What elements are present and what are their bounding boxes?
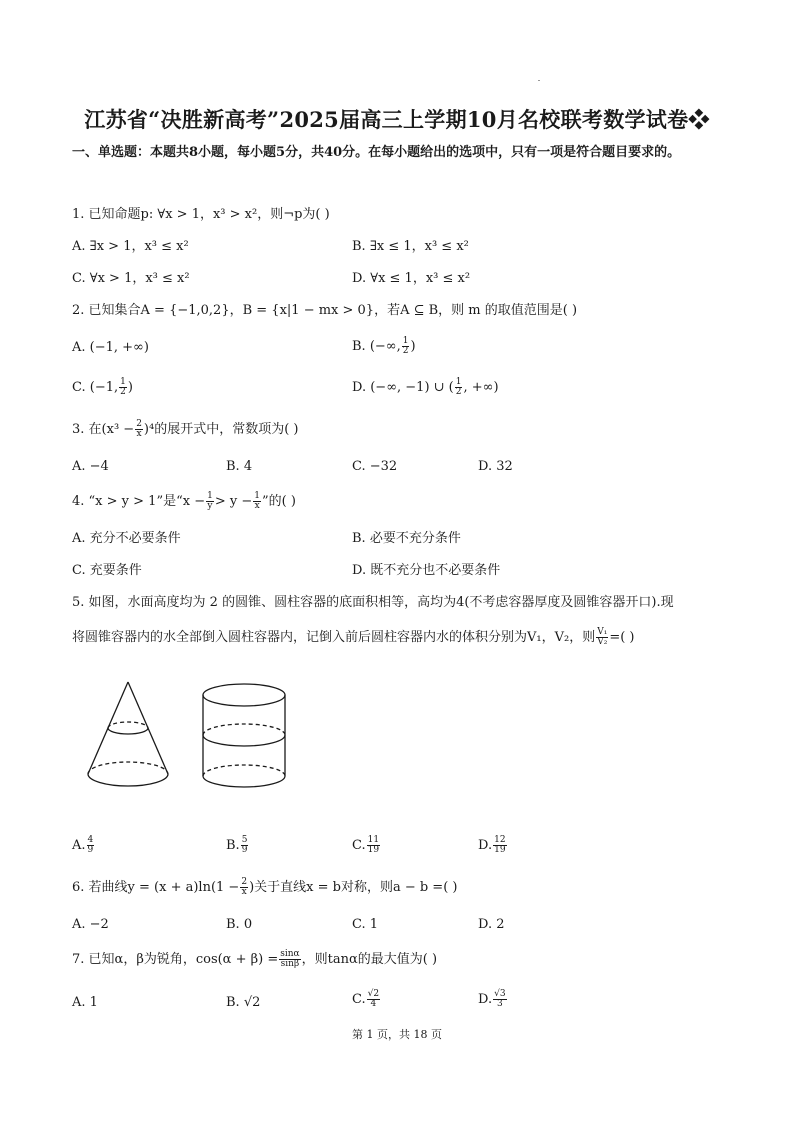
cylinder-water-back xyxy=(203,724,285,735)
cone-water-back xyxy=(108,722,148,728)
question-4-option-b: B. 必要不充分条件 xyxy=(352,531,461,546)
question-6-option-b: B. 0 xyxy=(226,917,253,932)
question-3-option-d: D. 32 xyxy=(478,459,513,474)
fraction: $\frac{√3}{3}$ xyxy=(494,989,506,1009)
question-1-option-d: D. ∀x ≤ 1，x³ ≤ x² xyxy=(352,271,471,286)
question-5-line-1: 5. 如图，水面高度均为 2 的圆锥、圆柱容器的底面积相等，高均为4(不考虑容器厚度及圆锥容器开口).现 xyxy=(72,595,674,610)
containers-illustration xyxy=(78,676,308,816)
fraction: $\frac{√2}{4}$ xyxy=(367,989,380,1009)
fraction: $\frac{12}{19}$ xyxy=(494,835,506,855)
section-header: 一、单选题：本题共8小题，每小题5分，共40分。在每小题给出的选项中，只有一项是符合题目要求的。 xyxy=(72,145,681,160)
question-6-stem: 6. 若曲线y = (x + a)ln(1 − $\frac{2}{x}$ )关于直线x = b对称，则a − b =( ) xyxy=(72,877,458,897)
question-7-option-b: B. √2 xyxy=(226,995,261,1010)
fraction: $\frac{2}{x}$ xyxy=(241,877,248,897)
fraction: $\frac{4}{9}$ xyxy=(87,835,94,855)
scan-speck xyxy=(538,80,540,81)
question-3-stem: 3. 在(x³ − $\frac{2}{x}$ )⁴的展开式中，常数项为( ) xyxy=(72,419,299,439)
fraction: $\frac{1}{y}$ xyxy=(207,491,213,511)
fraction: $\frac{\sin\alpha}{\sin\beta}$ xyxy=(280,949,300,969)
fraction: $\frac{5}{9}$ xyxy=(241,835,248,855)
fraction: $\frac{11}{19}$ xyxy=(367,835,380,855)
fraction: $\frac{1}{2}$ xyxy=(120,377,126,397)
question-2-option-d: D. (−∞, −1) ∪ ( $\frac{1}{2}$ , +∞) xyxy=(352,377,499,397)
cone-base-back xyxy=(88,762,168,774)
cone-and-cylinder-figure xyxy=(78,676,308,820)
cylinder-water-front xyxy=(203,735,285,746)
question-1-option-b: B. ∃x ≤ 1，x³ ≤ x² xyxy=(352,239,469,254)
fraction: $\frac{2}{x}$ xyxy=(136,419,142,439)
question-2-stem: 2. 已知集合A = {−1,0,2}，B = {x|1 − mx > 0}，若A ⊆ B，则 m 的取值范围是( ) xyxy=(72,303,578,318)
page-footer: 第 1 页，共 18 页 xyxy=(352,1028,442,1041)
question-2-option-c: C. (−1, $\frac{1}{2}$ ) xyxy=(72,377,133,397)
question-4-option-d: D. 既不充分也不必要条件 xyxy=(352,563,501,578)
cylinder-base-back xyxy=(203,765,285,776)
question-7-option-a: A. 1 xyxy=(72,995,98,1010)
question-4-option-a: A. 充分不必要条件 xyxy=(72,531,181,546)
question-3-option-b: B. 4 xyxy=(226,459,253,474)
cylinder-top xyxy=(203,684,285,706)
question-3-option-c: C. −32 xyxy=(352,459,398,474)
question-5-option-b: B. $\frac{5}{9}$ xyxy=(226,835,248,855)
question-7-option-d: D. $\frac{√3}{3}$ xyxy=(478,989,506,1009)
question-7-stem: 7. 已知α，β为锐角，cos(α + β) = $\frac{\sin\alpha}{\sin\beta}$ ，则tanα的最大值为( ) xyxy=(72,949,438,969)
exam-title: 江苏省“决胜新高考”2025届高三上学期10月名校联考数学试卷❖ xyxy=(84,107,710,132)
fraction: $\frac{1}{2}$ xyxy=(455,377,462,397)
fraction: $\frac{\text{V₁}}{\text{V₂}}$ xyxy=(597,627,608,647)
question-1-option-a: A. ∃x > 1，x³ ≤ x² xyxy=(72,239,189,254)
question-6-option-a: A. −2 xyxy=(72,917,109,932)
question-2-option-b: B. (−∞, $\frac{1}{2}$ ) xyxy=(352,336,416,356)
question-4-stem: 4. “x > y > 1”是“x − $\frac{1}{y}$ > y − $\frac{1}{x}$ ”的( ) xyxy=(72,491,296,511)
question-2-option-a: A. (−1, +∞) xyxy=(72,340,149,355)
cylinder-base-front xyxy=(203,776,285,787)
cone-base-front xyxy=(88,774,168,786)
question-5-line-2: 将圆锥容器内的水全部倒入圆柱容器内，记倒入前后圆柱容器内水的体积分别为V₁，V₂，则 $\frac{\text{V₁}}{\text{V₂}}$ =( ) xyxy=(72,627,635,647)
question-5-option-c: C. $\frac{11}{19}$ xyxy=(352,835,380,855)
question-6-option-d: D. 2 xyxy=(478,917,505,932)
question-7-option-c: C. $\frac{√2}{4}$ xyxy=(352,989,380,1009)
question-5-option-d: D. $\frac{12}{19}$ xyxy=(478,835,506,855)
question-5-option-a: A. $\frac{4}{9}$ xyxy=(72,835,94,855)
question-6-option-c: C. 1 xyxy=(352,917,379,932)
question-3-option-a: A. −4 xyxy=(72,459,109,474)
question-4-option-c: C. 充要条件 xyxy=(72,563,142,578)
fraction: $\frac{1}{2}$ xyxy=(402,336,409,356)
question-1-stem: 1. 已知命题p: ∀x > 1，x³ > x²，则¬p为( ) xyxy=(72,207,330,222)
question-1-option-c: C. ∀x > 1，x³ ≤ x² xyxy=(72,271,190,286)
fraction: $\frac{1}{x}$ xyxy=(254,491,260,511)
cone-water-front xyxy=(108,728,148,734)
